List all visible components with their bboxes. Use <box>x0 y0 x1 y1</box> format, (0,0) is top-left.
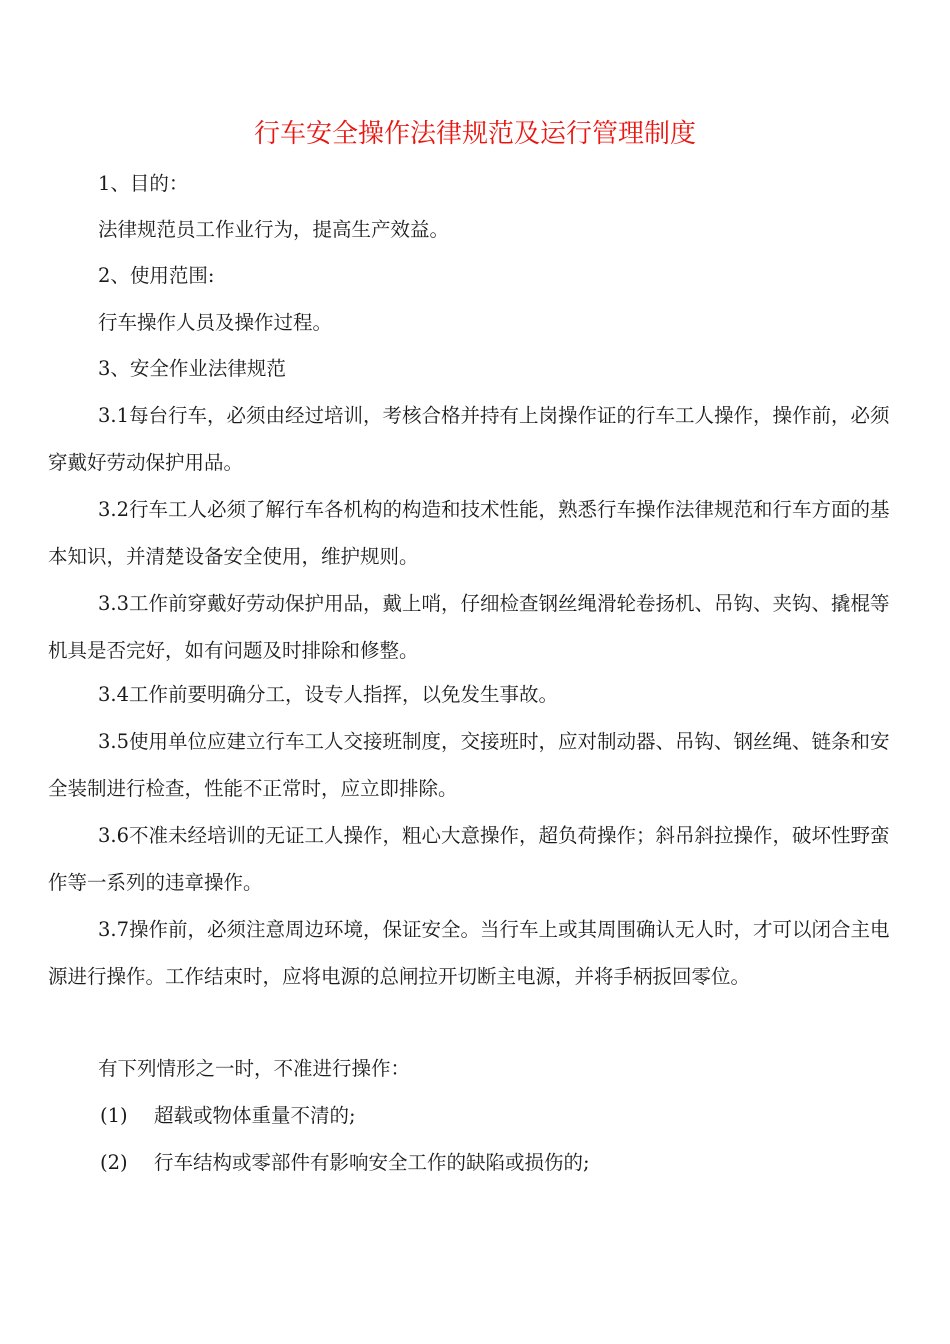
paragraph-3-3: 3.3工作前穿戴好劳动保护用品，戴上哨，仔细检查钢丝绳滑轮卷扬机、吊钩、夹钩、撬棍等机具是否完好，如有问题及时排除和修整。 <box>48 592 890 662</box>
paragraph-3-2: 3.2行车工人必须了解行车各机构的构造和技术性能，熟悉行车操作法律规范和行车方面的基本知识，并清楚设备安全使用，维护规则。 <box>48 498 890 568</box>
paragraph-3-5: 3.5使用单位应建立行车工人交接班制度，交接班时，应对制动器、吊钩、钢丝绳、链条和安全装制进行检查，性能不正常时，应立即排除。 <box>48 730 890 800</box>
paragraph-safety-heading: 3、安全作业法律规范 <box>98 357 286 380</box>
list-item-number: (1) <box>100 1104 128 1127</box>
paragraph-3-6: 3.6不准未经培训的无证工人操作，粗心大意操作，超负荷操作；斜吊斜拉操作，破坏性野蛮作等一系列的违章操作。 <box>48 824 890 894</box>
list-item <box>100 1092 356 1139</box>
list-item <box>100 1139 590 1186</box>
list-item-text: 超载或物体重量不清的; <box>154 1104 356 1127</box>
list-item-number: (2) <box>100 1151 128 1174</box>
paragraph-3-1: 3.1每台行车，必须由经过培训，考核合格并持有上岗操作证的行车工人操作，操作前，必须穿戴好劳动保护用品。 <box>48 404 890 474</box>
list-item-text: 行车结构或零部件有影响安全工作的缺陷或损伤的; <box>154 1151 590 1174</box>
paragraph-3-4: 3.4工作前要明确分工，设专人指挥，以免发生事故。 <box>98 683 559 706</box>
paragraph-purpose-text: 法律规范员工作业行为，提高生产效益。 <box>98 218 450 241</box>
document-title: 行车安全操作法律规范及运行管理制度 <box>253 119 696 149</box>
paragraph-prohibited-intro: 有下列情形之一时，不准进行操作： <box>98 1057 411 1080</box>
paragraph-3-7: 3.7操作前，必须注意周边环境，保证安全。当行车上或其周围确认无人时，才可以闭合主电源进行操作。工作结束时，应将电源的总闸拉开切断主电源，并将手柄扳回零位。 <box>48 918 890 988</box>
paragraph-scope-heading: 2、使用范围: <box>98 264 215 287</box>
paragraph-scope-text: 行车操作人员及操作过程。 <box>98 311 333 334</box>
paragraph-purpose-heading: 1、目的： <box>98 172 189 195</box>
